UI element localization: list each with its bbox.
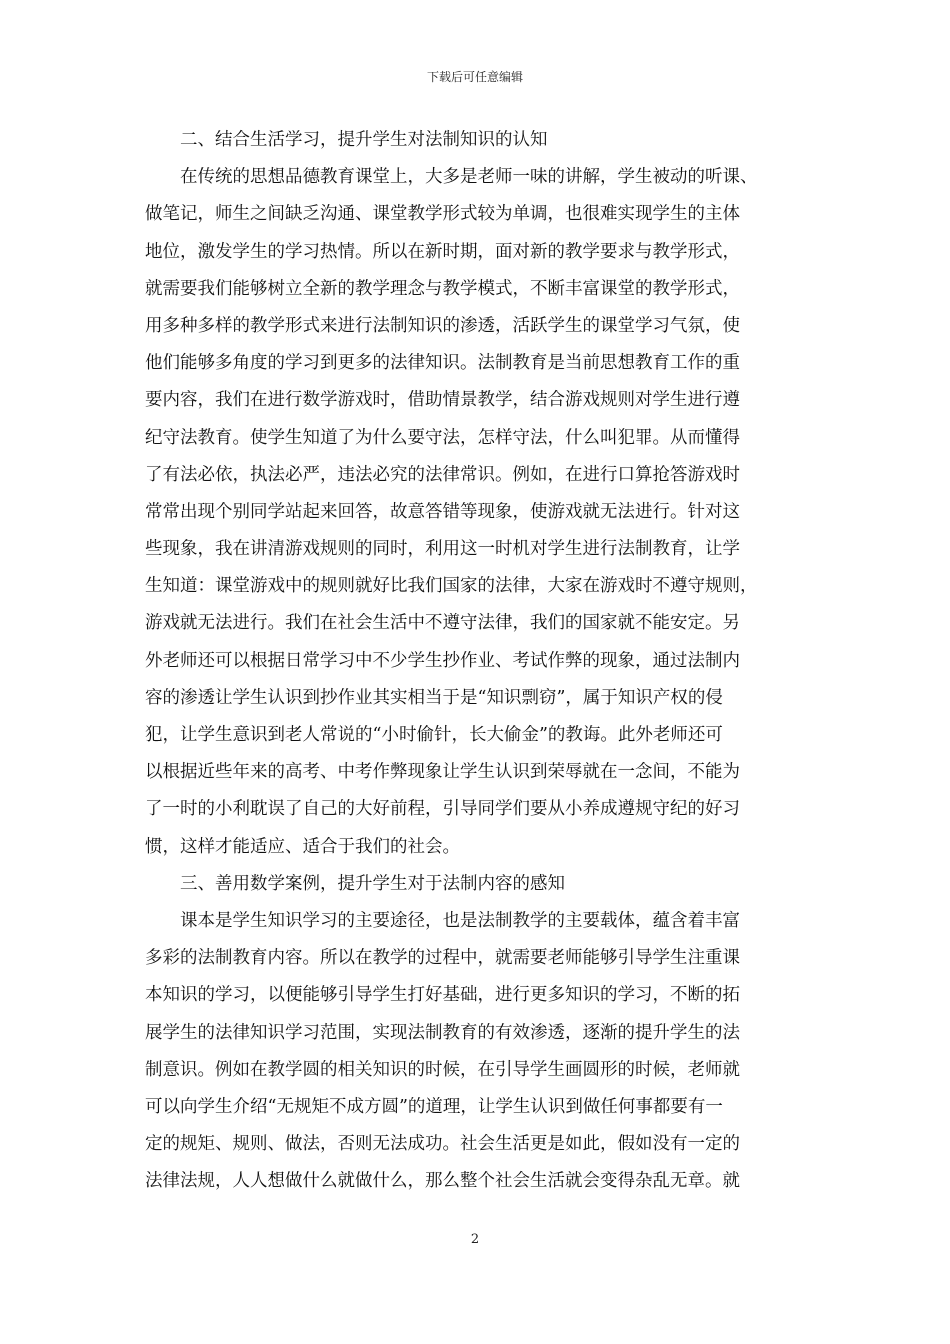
paragraph-line: 定的规矩、规则、做法，否则无法成功。社会生活更是如此，假如没有一定的 [145, 1134, 740, 1155]
paragraph-line: 展学生的法律知识学习范围，实现法制教育的有效渗透，逐渐的提升学生的法 [145, 1022, 740, 1043]
paragraph-line: 生知道：课堂游戏中的规则就好比我们国家的法律，大家在游戏时不遵守规则， [145, 576, 758, 597]
paragraph-line: 些现象，我在讲清游戏规则的同时，利用这一时机对学生进行法制教育，让学 [145, 539, 740, 560]
paragraph-line: 用多种多样的教学形式来进行法制知识的渗透，活跃学生的课堂学习气氛，使 [145, 315, 740, 336]
paragraph-line: 要内容，我们在进行数学游戏时，借助情景教学，结合游戏规则对学生进行遵 [145, 390, 740, 411]
paragraph-line: 惯，这样才能适应、适合于我们的社会。 [145, 836, 460, 857]
paragraph-line: 容的渗透让学生认识到抄作业其实相当于是“知识剽窃”，属于知识产权的侵 [145, 687, 723, 708]
paragraph-line: 法律法规，人人想做什么就做什么，那么整个社会生活就会变得杂乱无章。就 [145, 1171, 740, 1192]
paragraph-line: 制意识。例如在教学圆的相关知识的时候，在引导学生画圆形的时候，老师就 [145, 1059, 740, 1080]
paragraph-line: 做笔记，师生之间缺乏沟通、课堂教学形式较为单调，也很难实现学生的主体 [145, 204, 740, 225]
paragraph-line: 以根据近些年来的高考、中考作弊现象让学生认识到荣辱就在一念间，不能为 [145, 762, 740, 783]
section-heading: 二、结合生活学习，提升学生对法制知识的认知 [180, 130, 548, 150]
paragraph-line: 了有法必依，执法必严，违法必究的法律常识。例如，在进行口算抢答游戏时 [145, 464, 740, 485]
paragraph-line: 犯，让学生意识到老人常说的“小时偷针，长大偷金”的教诲。此外老师还可 [145, 725, 723, 745]
paragraph-line: 本知识的学习，以便能够引导学生打好基础，进行更多知识的学习，不断的拓 [145, 985, 740, 1006]
paragraph-line: 了一时的小利耽误了自己的大好前程，引导同学们要从小养成遵规守纪的好习 [145, 799, 740, 820]
page-number: 2 [470, 1232, 480, 1247]
section-2 [145, 122, 810, 866]
paragraph-line: 常常出现个别同学站起来回答，故意答错等现象，使游戏就无法进行。针对这 [145, 501, 740, 522]
paragraph-line: 就需要我们能够树立全新的教学理念与教学模式，不断丰富课堂的教学形式， [145, 278, 740, 299]
section-3 [145, 866, 810, 1201]
paragraph-line: 纪守法教育。使学生知道了为什么要守法，怎样守法，什么叫犯罪。从而懂得 [145, 427, 740, 448]
page-header: 下载后可任意编辑 [426, 70, 523, 84]
section-heading: 三、善用数学案例，提升学生对于法制内容的感知 [180, 873, 565, 894]
paragraph-line: 他们能够多角度的学习到更多的法律知识。法制教育是当前思想教育工作的重 [145, 353, 740, 374]
paragraph-line: 在传统的思想品德教育课堂上，大多是老师一味的讲解，学生被动的听课、 [180, 167, 758, 188]
paragraph-line: 多彩的法制教育内容。所以在教学的过程中，就需要老师能够引导学生注重课 [145, 948, 740, 969]
paragraph-line: 外老师还可以根据日常学习中不少学生抄作业、考试作弊的现象，通过法制内 [145, 650, 740, 671]
paragraph-line: 可以向学生介绍“无规矩不成方圆”的道理，让学生认识到做任何事都要有一 [145, 1096, 723, 1117]
paragraph-line: 游戏就无法进行。我们在社会生活中不遵守法律，我们的国家就不能安定。另 [145, 613, 740, 634]
paragraph-line: 地位，激发学生的学习热情。所以在新时期，面对新的教学要求与教学形式， [145, 241, 740, 262]
document-body [145, 122, 810, 1200]
paragraph-line: 课本是学生知识学习的主要途径，也是法制教学的主要载体，蕴含着丰富 [180, 910, 740, 931]
